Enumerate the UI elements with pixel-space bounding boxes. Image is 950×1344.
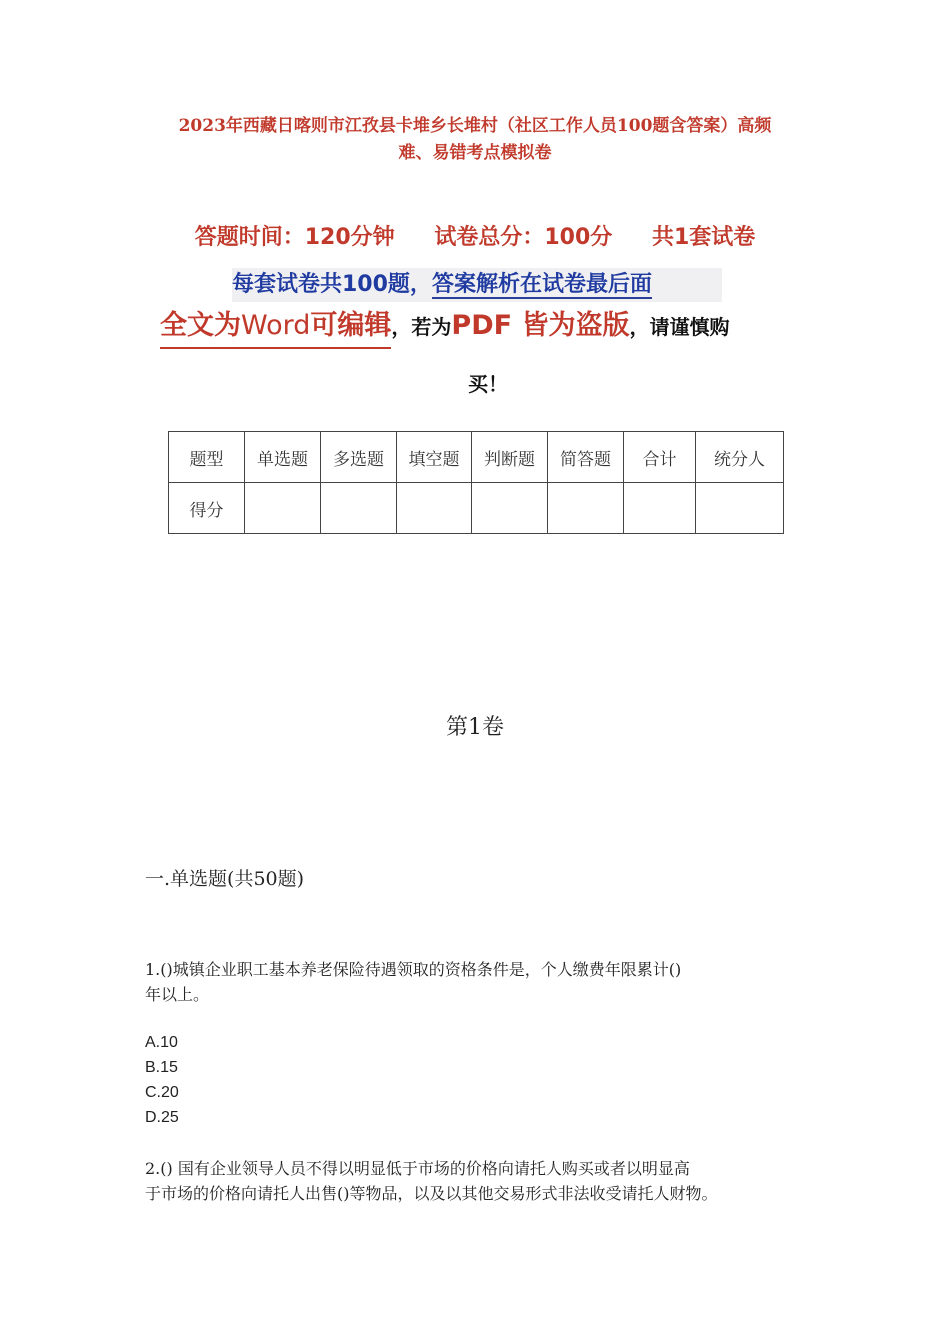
section-title: 第1卷 bbox=[446, 715, 504, 740]
score-cell bbox=[548, 483, 624, 534]
title-line-2: 难、易错考点模拟卷 bbox=[398, 143, 552, 163]
notice-copyright-line1 bbox=[160, 312, 800, 341]
score-cell bbox=[245, 483, 321, 534]
score-cell bbox=[321, 483, 397, 534]
score-cell bbox=[696, 483, 784, 534]
score-row-label: 得分 bbox=[169, 483, 245, 534]
score-header-cell: 题型 bbox=[169, 432, 245, 483]
exam-set-count: 共1套试卷 bbox=[651, 225, 756, 250]
score-table-header-row bbox=[169, 432, 784, 483]
notice-editable-group bbox=[160, 310, 391, 349]
question-1 bbox=[145, 957, 815, 1007]
notice-copyright bbox=[160, 310, 800, 396]
option-a: A.10 bbox=[145, 1034, 178, 1051]
notice-answers bbox=[232, 268, 722, 302]
option-c: C.20 bbox=[145, 1084, 179, 1101]
question-1-line1: 1.()城镇企业职工基本养老保险待遇领取的资格条件是，个人缴费年限累计() bbox=[145, 960, 682, 979]
score-cell bbox=[397, 483, 472, 534]
notice-editable: 可编辑 bbox=[310, 310, 392, 341]
question-2-line2: 于市场的价格向请托人出售()等物品，以及以其他交易形式非法收受请托人财物。 bbox=[145, 1184, 718, 1203]
exam-total-score: 试卷总分：100分 bbox=[434, 225, 613, 250]
score-header-cell: 多选题 bbox=[321, 432, 397, 483]
score-table-score-row bbox=[169, 483, 784, 534]
option-b: B.15 bbox=[145, 1059, 178, 1076]
question-1-options bbox=[145, 1030, 179, 1130]
score-header-cell: 合计 bbox=[624, 432, 696, 483]
question-2 bbox=[145, 1156, 815, 1206]
score-header-cell: 简答题 bbox=[548, 432, 624, 483]
notice-full-text: 全文为 bbox=[160, 310, 241, 341]
score-table bbox=[168, 431, 784, 534]
notice-word: Word bbox=[241, 310, 311, 341]
document-title bbox=[130, 113, 820, 167]
question-1-line2: 年以上。 bbox=[145, 985, 210, 1004]
title-line-1: 2023年西藏日喀则市江孜县卡堆乡长堆村（社区工作人员100题含答案）高频 bbox=[178, 116, 772, 136]
notice-buy-carefully: ，请谨慎购 bbox=[629, 315, 730, 339]
notice-answers-part2: 答案解析在试卷最后面 bbox=[431, 272, 652, 297]
notice-if-pdf: ，若为 bbox=[391, 315, 452, 339]
score-cell bbox=[472, 483, 548, 534]
score-header-cell: 填空题 bbox=[397, 432, 472, 483]
score-cell bbox=[624, 483, 696, 534]
question-2-line1: 2.() 国有企业领导人员不得以明显低于市场的价格向请托人购买或者以明显高 bbox=[145, 1159, 690, 1178]
notice-answers-part1: 每套试卷共100题， bbox=[232, 272, 432, 297]
section-subtitle: 一.单选题(共50题) bbox=[145, 868, 305, 890]
exam-time: 答题时间：120分钟 bbox=[194, 225, 395, 250]
score-header-cell: 判断题 bbox=[472, 432, 548, 483]
score-header-cell: 单选题 bbox=[245, 432, 321, 483]
notice-pdf-pirated: PDF 皆为盗版 bbox=[451, 310, 630, 341]
exam-meta bbox=[0, 220, 950, 251]
notice-copyright-line2: 买！ bbox=[468, 372, 508, 396]
option-d: D.25 bbox=[145, 1109, 179, 1126]
score-header-cell: 统分人 bbox=[696, 432, 784, 483]
